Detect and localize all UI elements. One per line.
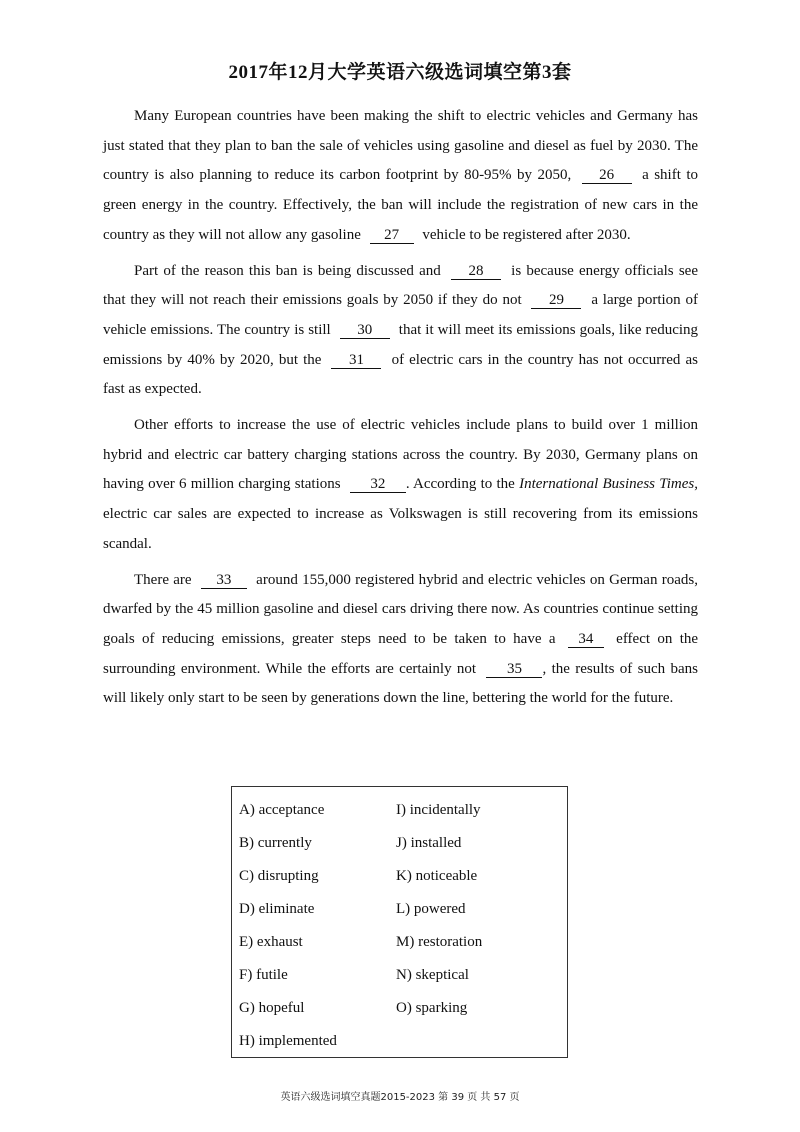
passage-text: Other efforts to increase the use of electric vehicles include plans to build over 1 million hybrid and electric car battery charging stations across the country. By 2030, Germany plans on having over 6 million charging stations: [103, 417, 698, 493]
option-m: M) restoration: [396, 934, 483, 950]
paragraph-4: [103, 566, 698, 715]
passage-text: around 155,000 registered hybrid and electric vehicles on German roads, dwarfed by the 45 million gasoline and diesel cars driving there now. As countries continue setting goals of reducing emissions, greater steps need to be taken to have a: [103, 571, 698, 647]
option-g: G) hopeful: [239, 1000, 305, 1016]
paragraph-2: [103, 257, 698, 406]
blank-30: 30: [340, 322, 390, 339]
source-name: International Business Times: [519, 476, 695, 493]
word-bank-left-column: [239, 794, 337, 1058]
blank-31: 31: [331, 352, 381, 369]
paragraph-1: [103, 102, 698, 251]
option-k: K) noticeable: [396, 868, 478, 884]
word-bank-right-column: [396, 794, 482, 1025]
option-l: L) powered: [396, 901, 466, 917]
blank-35: 35: [486, 661, 542, 678]
passage-text: . According to the: [405, 476, 515, 493]
passage-text: effect on the surrounding environment. While the efforts are certainly not: [103, 630, 699, 677]
page-title: 2017年12月大学英语六级选词填空第3套: [228, 62, 572, 83]
blank-34: 34: [568, 631, 604, 648]
option-a: A) acceptance: [239, 802, 325, 818]
option-f: F) futile: [239, 967, 288, 983]
blank-27: 27: [370, 227, 414, 244]
passage-text: is because energy officials see that they will not reach their emissions goals by 2050 if they do not: [103, 262, 698, 309]
option-b: B) currently: [239, 835, 312, 851]
blank-29: 29: [531, 292, 581, 309]
option-e: E) exhaust: [239, 934, 303, 950]
option-i: I) incidentally: [396, 802, 481, 818]
passage-text: a shift to green energy in the country. Effectively, the ban will include the registration of new cars in the country as they will not allow any gasoline: [103, 167, 698, 243]
passage-text: , the results of such bans will likely only start to be seen by generations down the line, bettering the world for the future.: [103, 660, 698, 707]
passage-text: of electric cars in the country has not occurred as fast as expected.: [103, 351, 699, 398]
option-n: N) skeptical: [396, 967, 469, 983]
passage-text: a large portion of vehicle emissions. The country is still: [103, 292, 699, 338]
blank-33: 33: [201, 572, 247, 589]
passage-text: There are: [134, 571, 192, 588]
passage-text: , electric car sales are expected to increase as Volkswagen is still recovering from its emissions scandal.: [103, 476, 699, 552]
word-bank: [231, 786, 568, 1058]
option-j: J) installed: [396, 835, 462, 851]
paragraph-3: [103, 411, 698, 560]
option-d: D) eliminate: [239, 901, 315, 917]
passage-text: that it will meet its emissions goals, like reducing emissions by 40% by 2020, but the: [103, 321, 699, 368]
blank-26: 26: [582, 167, 632, 184]
passage: [103, 102, 698, 720]
passage-text: vehicle to be registered after 2030.: [422, 226, 631, 243]
option-c: C) disrupting: [239, 868, 319, 884]
option-o: O) sparking: [396, 1000, 468, 1016]
option-h: H) implemented: [239, 1033, 337, 1049]
passage-text: Many European countries have been making the shift to electric vehicles and Germany has just stated that they plan to ban the sale of vehicles using gasoline and diesel as fuel by 2030. The country is also planning to reduce its carbon footprint by 80-95% by 2050,: [103, 108, 698, 184]
blank-32: 32: [350, 476, 406, 493]
page-footer: 英语六级选词填空真题2015-2023 第 39 页 共 57 页: [280, 1092, 520, 1103]
passage-text: Part of the reason this ban is being discussed and: [134, 262, 441, 279]
blank-28: 28: [451, 263, 501, 280]
